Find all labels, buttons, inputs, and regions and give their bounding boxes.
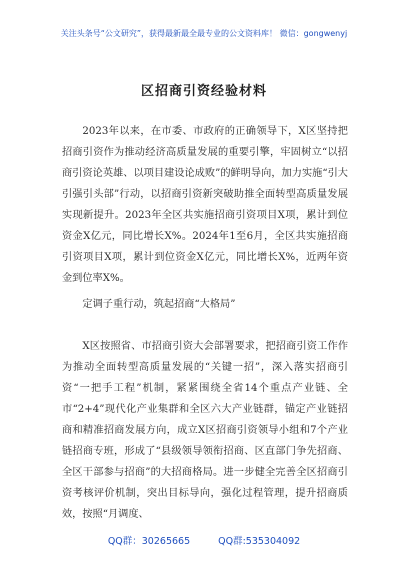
paragraph-body: X区按照省、市招商引资大会部署要求，把招商引资工作作为推动全面转型高质量发展的“关键一招”，深入落实招商引资“一把手工程”机制，紧紧围绕全省14个重点产业链、全市“2+4”现代化产业集群和全区六大产业链群，锚定产业链招商和精准招商发展方向，成立X区招商引资领导小组和7个产业链招商专班，形成了“县级领导领衔招商、区直部门争先招商、全区干部参与招商”的大招商格局。进一步健全完善全区招商引资考核评价机制，突出目标导向，强化过程管理，提升招商质效，按照“月调度、 xyxy=(62,341,348,520)
paragraph-intro: 2023年以来，在市委、市政府的正确领导下，X区坚持把招商引资作为推动经济高质量发展的重要引擎，牢固树立“以招商引资论英雄、以项目建设论成败”的鲜明导向，加力实施“引大引强引头部”行动，以招商引资新突破助推全面转型高质量发展实现新提升。2023年全区共实施招商引资项目X项，累计到位资金X亿元，同比增长X%。2024年1至6月，全区共实施招商引资项目X项，累计到位资金X亿元，同比增长X%，近两年资金到位率X%。 xyxy=(62,126,348,284)
section-heading: 定调子重行动，筑起招商“大格局” xyxy=(82,299,236,310)
footer-qq-group-2: QQ群:535304092 xyxy=(218,536,301,547)
footer-contacts xyxy=(0,533,408,547)
document-title: 区招商引资经验材料 xyxy=(140,84,267,99)
footer-qq-group-1: QQ群：30265665 xyxy=(107,536,191,547)
header-note: 关注头条号“公文研究”，获得最新最全最专业的公文资料库！ 微信：gongwenyj xyxy=(60,29,348,38)
